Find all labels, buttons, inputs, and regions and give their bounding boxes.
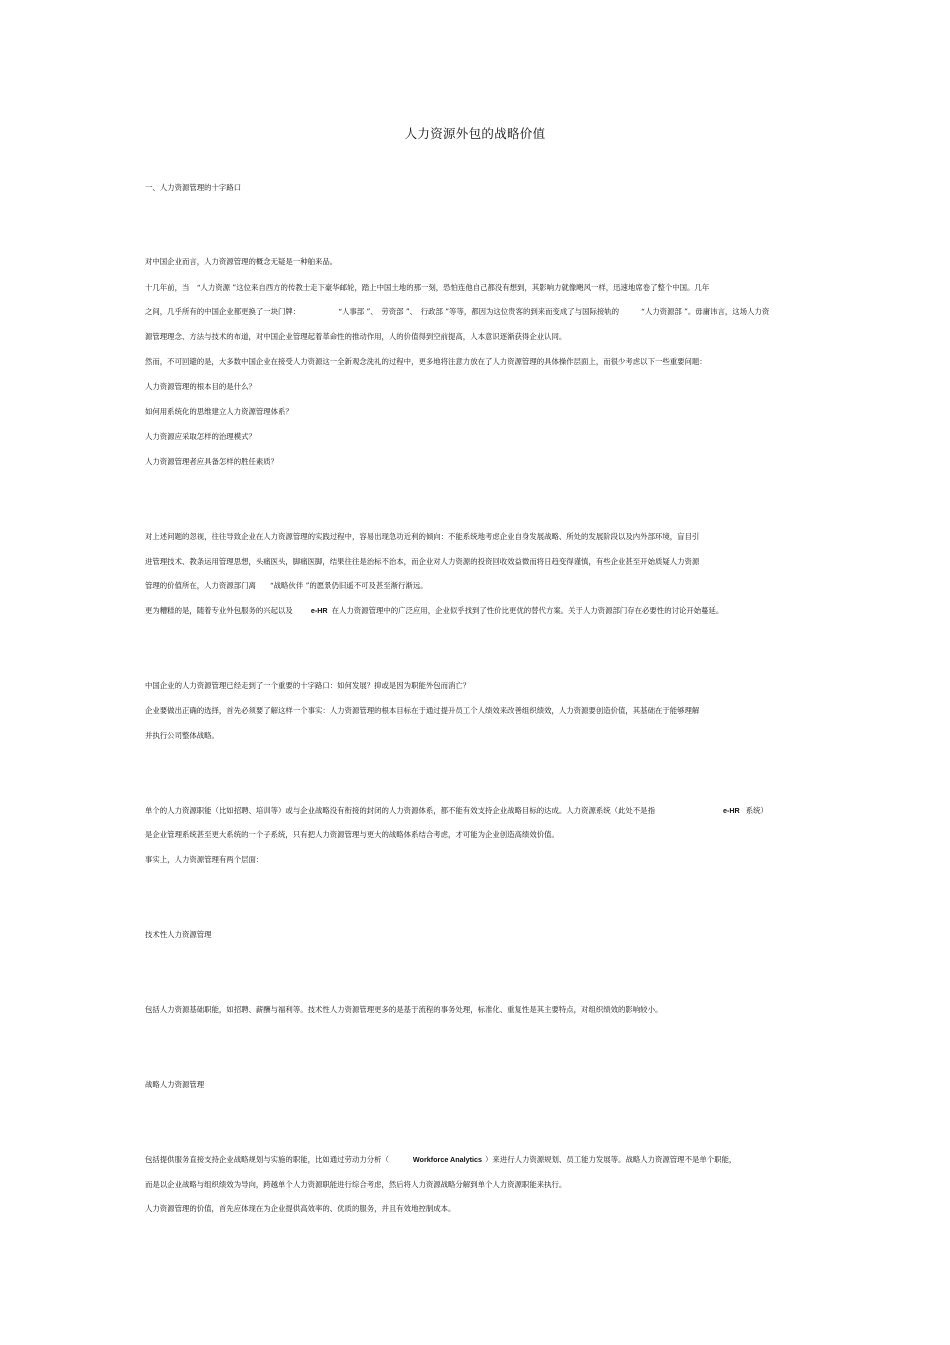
ehr-term: e-HR [722,806,740,815]
paragraph-crossroads: 中国企业的人力资源管理已经走到了一个重要的十字路口：如何发展？抑或是因为职能外包而消亡？ [145,681,471,690]
text-segment: ）来进行人力资源规划、员工能力发展等。战略人力资源管理不是单个职能， [485,1155,737,1164]
paragraph-two-levels: 事实上，人力资源管理有两个层面： [145,855,264,864]
paragraph-system-line-1 [145,806,815,816]
subheading-technical-hr: 技术性人力资源管理 [145,930,212,939]
paragraph-questions-intro: 然而，不可回避的是，大多数中国企业在接受人力资源这一全新观念洗礼的过程中，更多地将注意力放在了人力资源管理的具体操作层面上，而很少考虑以下一些重要问题： [145,357,707,366]
paragraph-outsourcing [145,606,815,616]
paragraph-intro: 对中国企业而言，人力资源管理的概念无疑是一种舶来品。 [145,257,338,266]
paragraph-choice-line-1: 企业要做出正确的选择，首先必须要了解这样一个事实：人力资源管理的根本目标在于通过提升员工个人绩效来改善组织绩效，人力资源要创造价值，其基础在于能够理解 [145,706,700,715]
paragraph-strategic-hr-line-2: 而是以企业战略与组织绩效为导向，跨越单个人力资源职能进行综合考虑，然后将人力资源战略分解到单个人力资源职能来执行。 [145,1180,567,1189]
paragraph-neglect-line-2: 进管理技术、教条运用管理思想，头痛医头，脚痛医脚，结果往往是治标不治本，而企业对人力资源的投资回收效益微而将日趋变得谨慎，有些企业甚至开始质疑人力资源 [145,557,700,566]
paragraph-history-line-3: 源管理理念、方法与技术的布道，对中国企业管理起着革命性的推动作用，人的价值得到空前提高，人本意识逐渐获得企业认同。 [145,332,567,341]
paragraph-neglect-line-3 [145,581,815,591]
section-heading: 一、人力资源管理的十字路口 [145,183,242,192]
paragraph-history-line-1: 十几年前，当 “人力资源 ”这位来自西方的传教士走下豪华邮轮，踏上中国土地的那一刻，恐怕连他自己都没有想到，其影响力就像飓风一样，迅速地席卷了整个中国。几年 [145,283,710,292]
text-segment: 单个的人力资源职能（比如招聘、培训等）或与企业战略没有衔接的封闭的人力资源体系，都不能有效支持企业战略目标的达成。人力资源系统（此处不是指 [145,806,655,815]
text-segment: 管理的价值所在，人力资源部门离 [145,581,256,590]
text-segment: “战略伙伴 ”的愿景仍旧遥不可及甚至渐行渐远。 [269,581,428,590]
text-segment: 包括提供服务直接支持企业战略规划与实施的职能，比如通过劳动力分析（ [145,1155,389,1164]
text-segment: 系统） [745,806,768,815]
paragraph-choice-line-2: 并执行公司整体战略。 [145,731,219,740]
ehr-term: e-HR [310,606,328,615]
text-segment: 更为糟糕的是，随着专业外包服务的兴起以及 [145,606,293,615]
text-segment: 之间，几乎所有的中国企业都更换了一块门牌： [145,307,301,316]
paragraph-technical-hr: 包括人力资源基础职能，如招聘、薪酬与福利等。技术性人力资源管理更多的是基于流程的事务处理，标准化、重复性是其主要特点，对组织绩效的影响较小。 [145,1005,663,1014]
text-segment: “人事部 ”、 劳资部 ”、 行政部 ”等等，都因为这位贵客的到来而变成了与国际接轨的 [338,307,620,316]
question-item: 人力资源管理的根本目的是什么？ [145,382,256,391]
paragraph-neglect-line-1: 对上述问题的忽视，往往导致企业在人力资源管理的实践过程中，容易出现急功近利的倾向：不能系统地考虑企业自身发展战略、所处的发展阶段以及内外部环境，盲目引 [145,532,700,541]
paragraph-system-line-2: 是企业管理系统甚至更大系统的一个子系统，只有把人力资源管理与更大的战略体系结合考虑，才可能为企业创造高绩效价值。 [145,830,559,839]
document-title: 人力资源外包的战略价值 [404,126,546,141]
subheading-strategic-hr: 战略人力资源管理 [145,1080,205,1089]
paragraph-hr-value: 人力资源管理的价值，首先应体现在为企业提供高效率的、优质的服务，并且有效地控制成本。 [145,1204,456,1213]
text-segment: “人力资源部 ”。毋庸讳言，这场人力资 [641,307,770,316]
question-item: 人力资源管理者应具备怎样的胜任素质？ [145,457,279,466]
question-item: 如何用系统化的思维建立人力资源管理体系？ [145,407,293,416]
paragraph-history-line-2 [145,307,815,317]
workforce-analytics-term: Workforce Analytics [412,1155,483,1164]
text-segment: 在人力资源管理中的广泛应用，企业似乎找到了性价比更优的替代方案。关于人力资源部门存在必要性的讨论开始蔓延。 [331,606,724,615]
paragraph-strategic-hr-line-1 [145,1155,815,1165]
question-item: 人力资源应采取怎样的治理模式？ [145,432,256,441]
